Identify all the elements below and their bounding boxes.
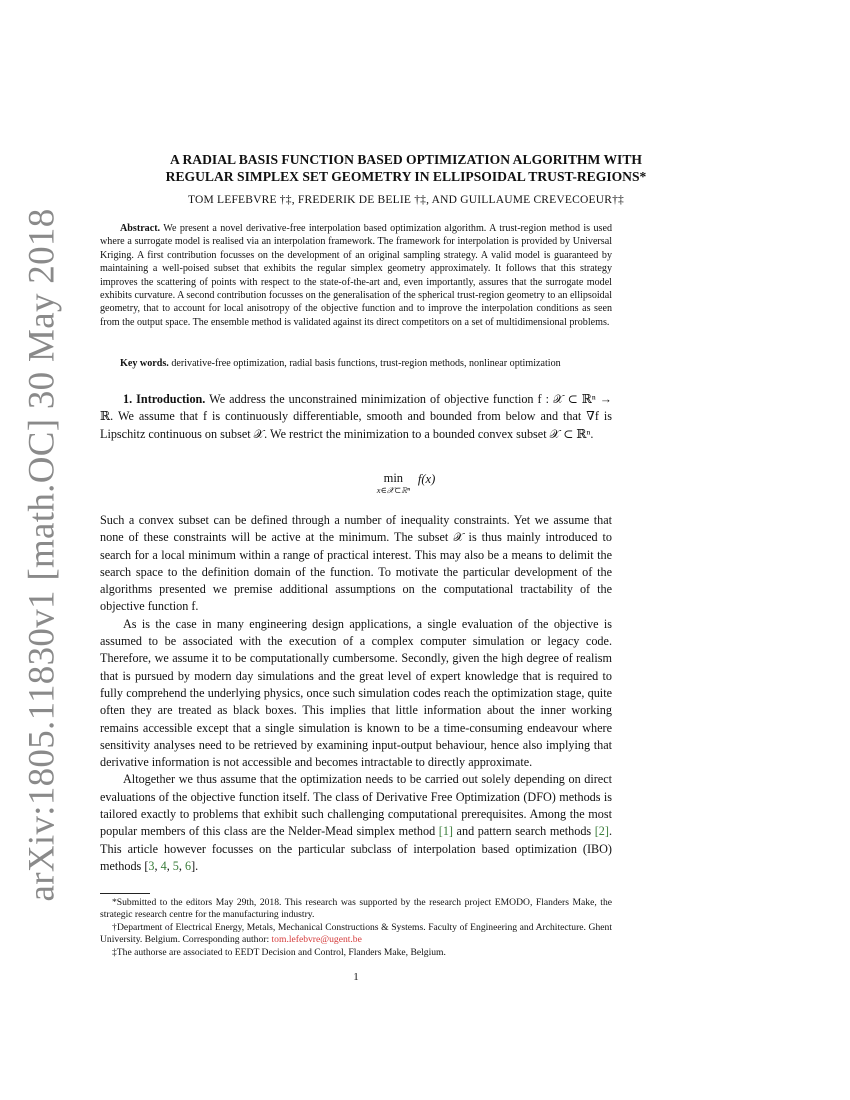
author-list: TOM LEFEBVRE †‡, FREDERIK DE BELIE †‡, AND GUILLAUME CREVECOEUR†‡	[187, 194, 625, 206]
title-line-2: REGULAR SIMPLEX SET GEOMETRY IN ELLIPSOIDAL TRUST-REGIONS*	[165, 169, 647, 184]
intro-paragraph-4: Altogether we thus assume that the optimization needs to be carried out solely depending on direct evaluations of the objective function itself. The class of Derivative Free Optimization (DFO) methods is tailored exactly to problems that exhibit such challenging computational prerequisites. Among the most popular members of this class are the Nelder-Mead simplex method [1] and pattern search methods [2]. This article however focusses on the particular subclass of interpolation based optimization (IBO) methods [3, 4, 5, 6].	[100, 772, 612, 873]
abstract	[100, 222, 612, 329]
intro-paragraph-2: Such a convex subset can be defined through a number of inequality constraints. Yet we assume that none of these constraints will be active at the minimum. The subset 𝒳 is thus mainly introduced to search for a local minimum within a range of practical interest. This may also be a means to delimit the search space to the definition domain of the function. To motivate the particular development of the algorithms presented we premise additional assumptions on the computational tractability of the objective function f.	[100, 513, 612, 614]
p4-text-b: and pattern search methods	[452, 824, 595, 839]
intro-paragraph-3: As is the case in many engineering design applications, a single evaluation of the objective is assumed to be associated with the execution of a complex computer simulation or legacy code. Therefore, we assume it to be computationally cumbersome. Secondly, given the high degree of realism that is pursued by modern day simulations and the great level of expert knowledge that is required to fully comprehend the underlying physics, once such simulation codes reach the optimization stage, quite often they are treated as black boxes. This implies that little information about the inner working remains accessible except that a single simulation is known to be a time-consuming endeavour where sensitivity analyses need to be retrieved by examining input-output behaviour, hence also implying that derivative information is not accessible and becomes intractable to directly approximate.	[100, 616, 612, 770]
abstract-text: We present a novel derivative-free interpolation based optimization algorithm. A trust-region method is used where a surrogate model is realised via an interpolation framework. The framework for interpolation is provided by Universal Kriging. A first contribution focusses on the development of an original sampling strategy. A valid model is guaranteed by maintaining a well-poised subset that exhibits the regular simplex geometry approximately. It follows that this strategy improves the scattering of points with respect to the state-of-the-art and, even importantly, assures that the surrogate model exhibits curvature. A second contribution focusses on the generalisation of the spherical trust-region geometry to an ellipsoidal geometry, that to account for local anisotropy of the objective function and to improve the interpolation conditions as seen from the output space. The ensemble method is validated against its direct competitors on a set of multidimensional problems.	[100, 223, 612, 328]
min-subscript: x∈𝒳⊂ℝⁿ	[376, 485, 410, 495]
citation-5[interactable]: 5	[172, 858, 179, 873]
citation-1[interactable]: [1]	[438, 824, 453, 839]
paper-title	[100, 151, 712, 185]
footnote-divider	[100, 893, 150, 894]
min-label: min	[383, 471, 404, 485]
intro-paragraph-1	[100, 391, 612, 443]
keywords	[100, 358, 612, 369]
keywords-text: derivative-free optimization, radial basis functions, trust-region methods, nonlinear optimization	[171, 358, 561, 369]
objective-function: f(x)	[417, 472, 436, 486]
footnote-2-text: †Department of Electrical Energy, Metals, Mechanical Constructions & Systems. Faculty of Engineering and Architecture. Ghent University. Belgium. Corresponding author:	[100, 921, 612, 946]
p4-text-d: ].	[191, 858, 199, 873]
keywords-label: Key words.	[120, 358, 169, 369]
p4-text-a: Altogether we thus assume that the optimization needs to be carried out solely depending on direct evaluations of the objective function itself. The class of Derivative Free Optimization (DFO) methods is tailored exactly to problems that exhibit such challenging computational prerequisites. Among the most popular members of this class are the Nelder-Mead simplex method	[100, 772, 612, 839]
intro-text-1: We address the unconstrained minimization of objective function f : 𝒳 ⊂ ℝⁿ → ℝ. We assume that f is continuously differentiable, smooth and bounded from below and that ∇f is Lipschitz continuous on subset 𝒳. We restrict the minimization to a bounded convex subset 𝒳 ⊂ ℝⁿ.	[100, 392, 612, 441]
citation-2[interactable]: [2]	[594, 824, 609, 839]
abstract-label: Abstract.	[120, 223, 161, 234]
section-heading: 1. Introduction.	[123, 392, 206, 406]
p4-text-c: . This article however focusses on the particular subclass of interpolation based optimization (IBO) methods [	[100, 824, 612, 873]
citation-3[interactable]: 3	[148, 858, 155, 873]
footnote-3: ‡The authorse are associated to EEDT Decision and Control, Flanders Make, Belgium.	[112, 946, 446, 958]
footnote-1: *Submitted to the editors May 29th, 2018. This research was supported by the research project EMODO, Flanders Make, the strategic research centre for the manufacturing industry.	[100, 897, 612, 921]
title-line-1: A RADIAL BASIS FUNCTION BASED OPTIMIZATION ALGORITHM WITH	[170, 152, 642, 167]
footnotes	[100, 897, 612, 959]
citation-4[interactable]: 4	[160, 858, 167, 873]
footnote-2	[100, 922, 612, 947]
author-email-link[interactable]: tom.lefebvre@ugent.be	[271, 934, 362, 946]
intro-body	[100, 512, 612, 875]
min-operator	[377, 472, 410, 495]
citation-6[interactable]: 6	[184, 858, 192, 873]
page-number: 1	[353, 971, 359, 983]
arxiv-identifier: arXiv:1805.11830v1 [math.OC] 30 May 2018	[21, 208, 63, 902]
equation-min	[100, 472, 712, 495]
arxiv-sidebar	[0, 0, 62, 1100]
